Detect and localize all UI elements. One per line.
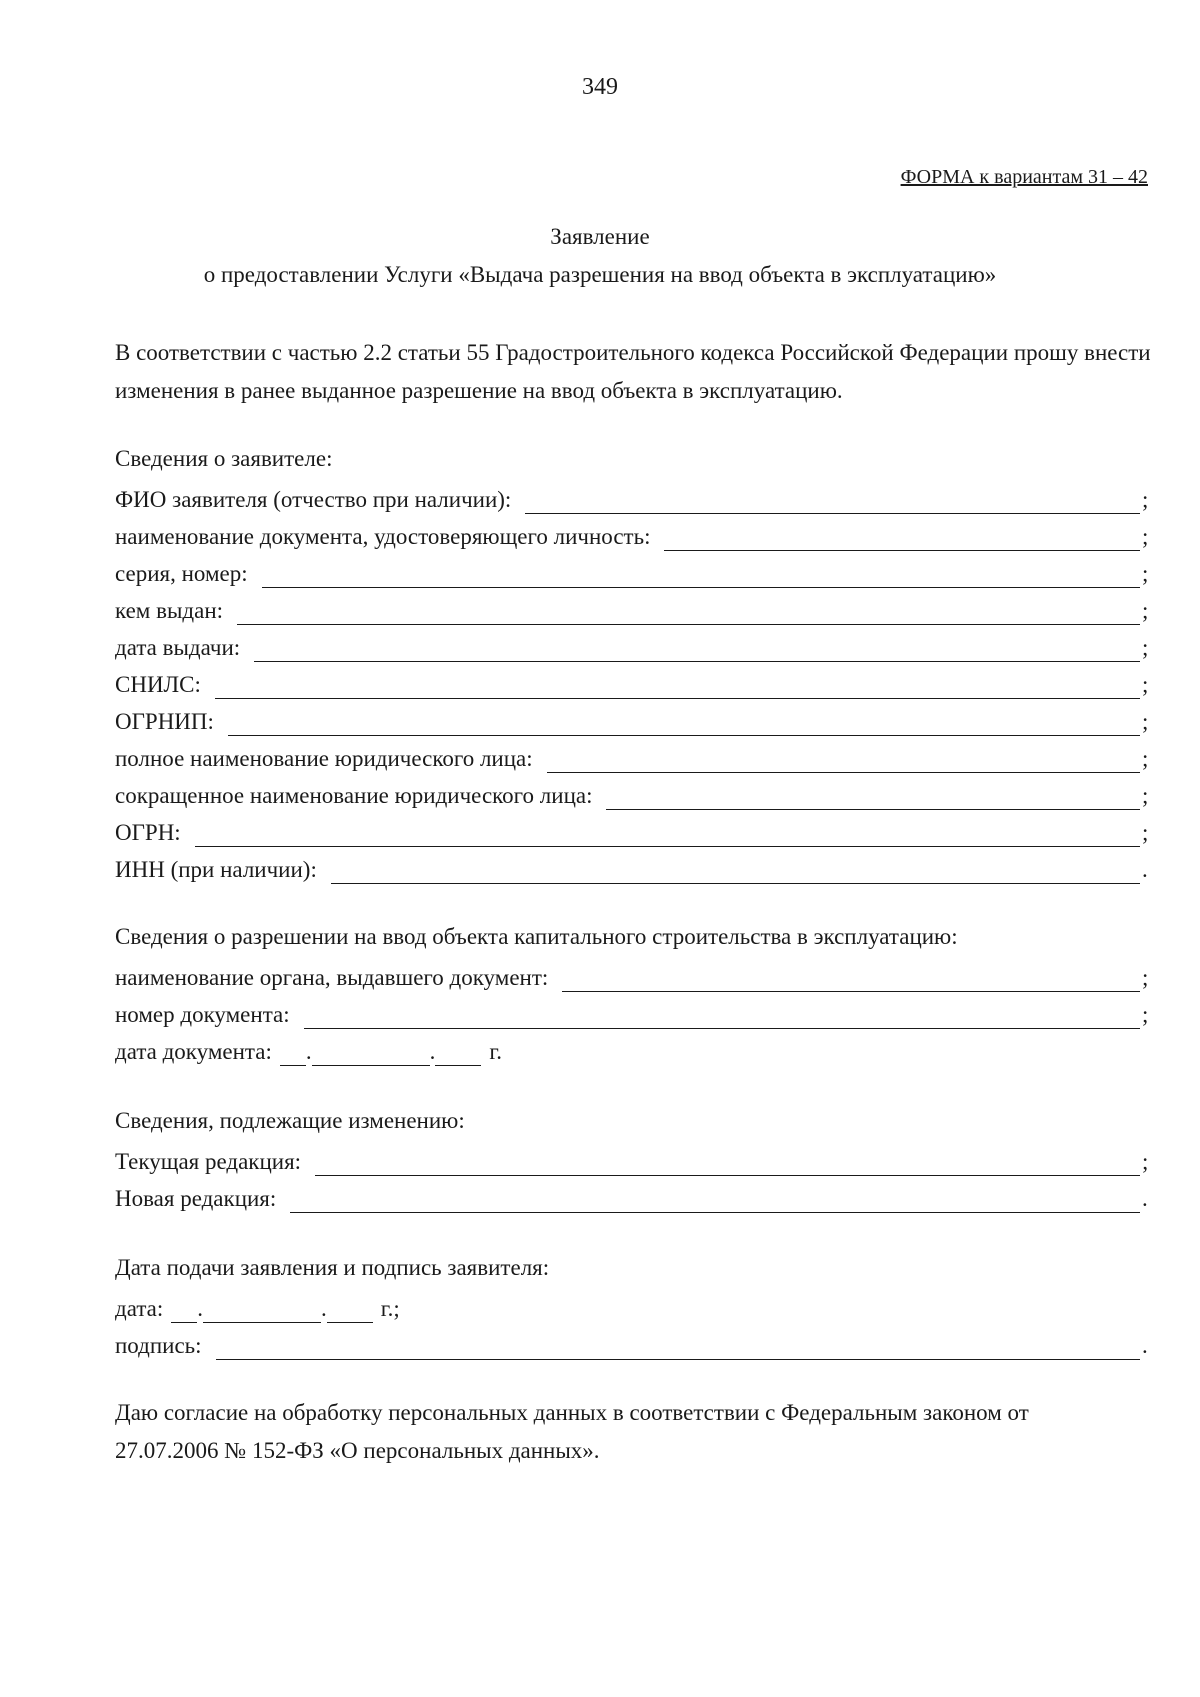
month-blank[interactable] <box>312 1043 430 1066</box>
changes-heading: Сведения, подлежащие изменению: <box>115 1108 465 1133</box>
field-end-mark: ; <box>1142 1149 1149 1174</box>
fill-line[interactable] <box>290 1190 1140 1213</box>
field-label: Новая редакция: <box>115 1186 277 1211</box>
field-end-mark: ; <box>1142 598 1149 623</box>
field-document-number[interactable] <box>115 995 1150 1029</box>
year-suffix: г.; <box>380 1296 400 1321</box>
field-end-mark: ; <box>1142 1002 1149 1027</box>
field-label: наименование органа, выдавшего документ: <box>115 965 549 990</box>
page-number: 349 <box>582 74 618 100</box>
day-blank[interactable] <box>280 1043 306 1066</box>
date-label: дата документа: <box>115 1039 272 1064</box>
field-snils[interactable] <box>115 665 1150 699</box>
field-end-mark: ; <box>1142 635 1149 660</box>
field-document-date[interactable] <box>115 1032 502 1066</box>
field-label: наименование документа, удостоверяющего личность: <box>115 524 651 549</box>
date-separator: . <box>197 1296 203 1321</box>
consent-paragraph: Даю согласие на обработку персональных данных в соответствии с Федеральным законом от 27.07.2006 № 152-ФЗ «О персональных данных». <box>115 1400 1029 1463</box>
fill-line[interactable] <box>195 824 1140 847</box>
document-title: Заявление <box>550 224 650 249</box>
intro-paragraph: В соответствии с частью 2.2 статьи 55 Градостроительного кодекса Российской Федерации прошу внести изменения в ранее выданное разрешение на ввод объекта в эксплуатацию. <box>115 340 1151 403</box>
field-series-number[interactable] <box>115 554 1150 588</box>
fill-line[interactable] <box>547 750 1140 773</box>
field-end-mark: . <box>1142 1186 1148 1211</box>
field-label: ФИО заявителя (отчество при наличии): <box>115 487 512 512</box>
year-blank[interactable] <box>435 1043 481 1066</box>
fill-line[interactable] <box>228 713 1140 736</box>
day-blank[interactable] <box>171 1300 197 1323</box>
field-end-mark: . <box>1142 1333 1148 1358</box>
field-inn[interactable] <box>115 850 1150 884</box>
fill-line[interactable] <box>304 1006 1140 1029</box>
field-issued-by[interactable] <box>115 591 1150 625</box>
fill-line[interactable] <box>525 491 1140 514</box>
submission-heading: Дата подачи заявления и подпись заявителя: <box>115 1255 550 1280</box>
field-end-mark: ; <box>1142 561 1149 586</box>
fill-line[interactable] <box>237 602 1140 625</box>
field-id-document-name[interactable] <box>115 517 1150 551</box>
field-label: ОГРНИП: <box>115 709 214 734</box>
date-separator: . <box>429 1039 436 1064</box>
field-end-mark: ; <box>1142 746 1149 771</box>
field-label: полное наименование юридического лица: <box>115 746 533 771</box>
field-label: подпись: <box>115 1333 202 1358</box>
field-end-mark: . <box>1142 857 1148 882</box>
month-blank[interactable] <box>203 1300 321 1323</box>
field-label: СНИЛС: <box>115 672 201 697</box>
signature-line[interactable] <box>216 1337 1140 1360</box>
field-label: дата выдачи: <box>115 635 241 660</box>
fill-line[interactable] <box>254 639 1140 662</box>
field-end-mark: ; <box>1142 709 1149 734</box>
permit-heading: Сведения о разрешении на ввод объекта капитального строительства в эксплуатацию: <box>115 924 958 949</box>
form-variant-label: ФОРМА к вариантам 31 – 42 <box>900 166 1148 188</box>
date-label: дата: <box>115 1296 164 1321</box>
field-ogrn[interactable] <box>115 813 1150 847</box>
fill-line[interactable] <box>331 861 1140 884</box>
date-separator: . <box>305 1039 312 1064</box>
document-subtitle: о предоставлении Услуги «Выдача разрешения на ввод объекта в эксплуатацию» <box>203 262 997 287</box>
field-current-edition[interactable] <box>115 1142 1150 1176</box>
field-new-edition[interactable] <box>115 1179 1150 1213</box>
field-issue-date[interactable] <box>115 628 1150 662</box>
fill-line[interactable] <box>262 565 1140 588</box>
fill-line[interactable] <box>315 1153 1140 1176</box>
field-end-mark: ; <box>1142 965 1149 990</box>
applicant-heading: Сведения о заявителе: <box>115 446 333 471</box>
field-label: Текущая редакция: <box>115 1149 302 1174</box>
year-blank[interactable] <box>327 1300 373 1323</box>
field-label: номер документа: <box>115 1002 290 1027</box>
field-legal-entity-full-name[interactable] <box>115 739 1150 773</box>
field-label: ОГРН: <box>115 820 181 845</box>
year-suffix: г. <box>489 1039 502 1064</box>
field-legal-entity-short-name[interactable] <box>115 776 1150 810</box>
field-end-mark: ; <box>1142 820 1149 845</box>
field-label: серия, номер: <box>115 561 248 586</box>
fill-line[interactable] <box>562 969 1140 992</box>
field-label: ИНН (при наличии): <box>115 857 317 882</box>
field-end-mark: ; <box>1142 672 1149 697</box>
fill-line[interactable] <box>215 676 1140 699</box>
field-label: кем выдан: <box>115 598 224 623</box>
date-separator: . <box>321 1296 327 1321</box>
field-ogrnip[interactable] <box>115 702 1150 736</box>
field-end-mark: ; <box>1142 487 1149 512</box>
field-end-mark: ; <box>1142 783 1149 808</box>
field-label: сокращенное наименование юридического лица: <box>115 783 593 808</box>
field-end-mark: ; <box>1142 524 1149 549</box>
field-submission-date[interactable] <box>115 1289 400 1323</box>
fill-line[interactable] <box>606 787 1140 810</box>
field-signature[interactable] <box>115 1326 1150 1360</box>
fill-line[interactable] <box>664 528 1140 551</box>
field-issuing-authority[interactable] <box>115 958 1150 992</box>
field-applicant-name[interactable] <box>115 480 1150 514</box>
